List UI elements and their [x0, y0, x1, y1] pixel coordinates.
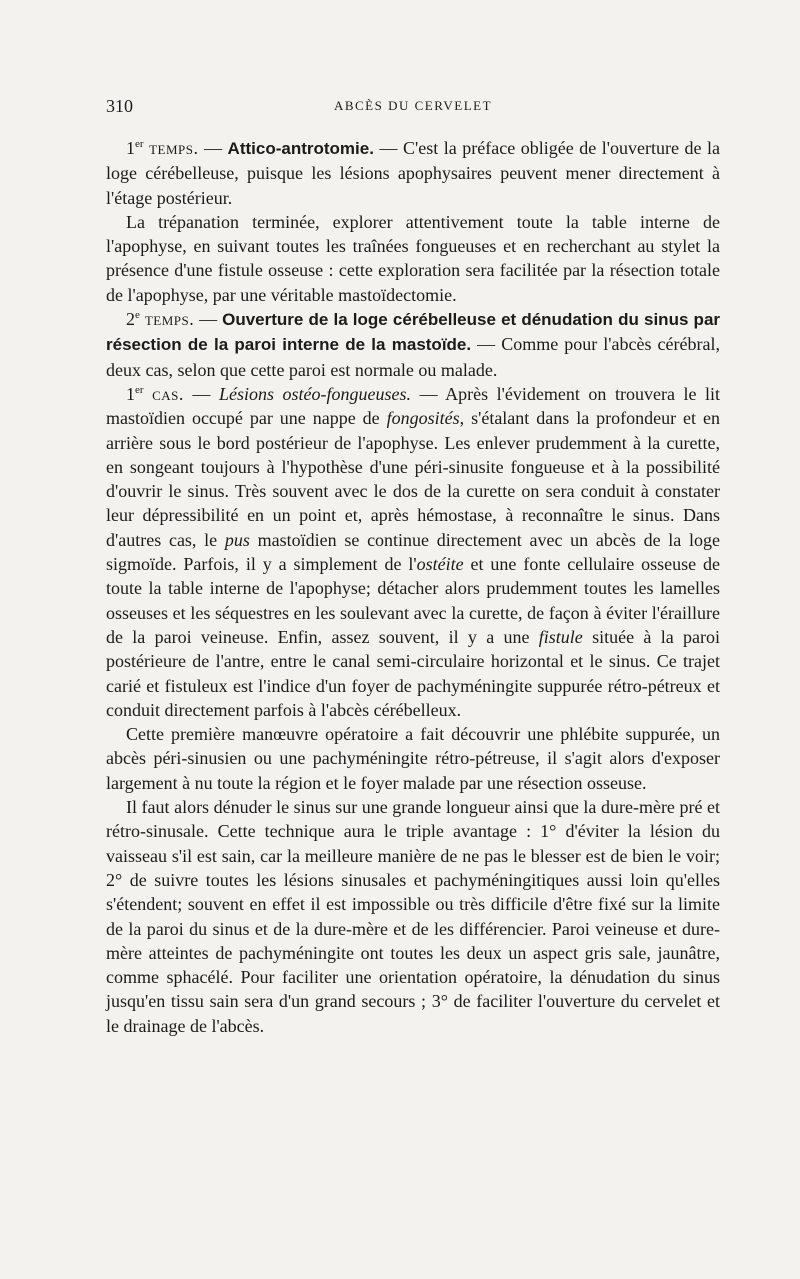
emphasis: fistule: [538, 626, 583, 647]
paragraph-text: — Comme pour l'abcès cérébral, deux cas, selon que cette paroi est normale ou malade.: [106, 334, 720, 380]
paragraph-first-case: [106, 382, 720, 722]
stage-title: Ouverture de la loge cérébelleuse et dénudation du sinus par résection de la paroi interne de la mastoïde.: [106, 310, 721, 355]
running-title: ABCÈS DU CERVELET: [333, 98, 493, 113]
page-number: 310: [106, 96, 133, 116]
page-header: [106, 96, 720, 120]
paragraph-trepanation: [106, 210, 720, 307]
paragraph-text: — C'est la préface obligée de l'ouverture de la loge cérébelleuse, puisque les lésions apophysaires peuvent mener directement à l'étage postérieur.: [106, 138, 721, 208]
paragraph-first-maneuver: [106, 722, 720, 795]
text-run: située à la paroi postérieure de l'antre, entre le canal semi-circulaire horizontal et le sinus. Ce trajet carié et fistuleux est l'indice d'un foyer de pachyméningite suppurée rétro-pétreux et conduit directement parfois à l'abcès cérébelleux.: [106, 626, 720, 720]
emphasis: ostéite: [416, 554, 464, 575]
paragraph-text: La trépanation terminée, explorer attentivement toute la table interne de l'apophyse, en suivant toutes les traînées fongueuses et en recherchant au stylet la présence d'une fistule osseuse : cette exploration sera facilitée par la résection totale de l'apophyse, par une véritable mastoïdectomie.: [106, 211, 720, 305]
paragraph-sinus-denudation: [106, 795, 720, 1038]
stage-ordinal: e: [135, 309, 140, 322]
text-run: mastoïdien se continue directement avec un abcès de la loge sigmoïde. Parfois, il y a simplement de l': [106, 529, 721, 575]
paragraph-first-stage: [106, 136, 720, 210]
stage-label: temps.: [144, 309, 195, 330]
paragraph-text: Il faut alors dénuder le sinus sur une grande longueur ainsi que la dure-mère pré et rétro-sinusale. Cette technique aura le triple avantage : 1° d'éviter la lésion du vaisseau s'il est sain, car la meilleure manière de ne pas le blesser est de bien le voir; 2° de suivre toutes les lésions sinusales et pachyméningitiques aussi loin qu'elles s'étendent; souvent en effet il est impossible ou très difficile d'être fixé sur la limite de la paroi du sinus et de la dure-mère et de les différencier. Paroi veineuse et dure-mère atteintes de pachyméningite ont toutes les deux un aspect gris sale, jaunâtre, comme sphacélé. Pour faciliter une orientation opératoire, la dénudation du sinus jusqu'en tissu sain sera d'un grand secours ; 3° de faciliter l'ouverture du cervelet et le drainage de l'abcès.: [106, 797, 720, 1036]
text-run: — Après l'évidement on trouvera le lit mastoïdien occupé par une nappe de: [106, 383, 721, 429]
case-title: Lésions ostéo-fongueuses.: [218, 383, 412, 404]
stage-dash: —: [198, 138, 228, 158]
body-text: [106, 136, 720, 1038]
stage-label: temps.: [149, 138, 199, 158]
case-label: cas.: [152, 383, 184, 404]
stage-dash: —: [194, 309, 223, 330]
book-page: [106, 96, 720, 1216]
paragraph-second-stage: [106, 307, 720, 382]
stage-title: Attico-antrotomie.: [227, 139, 374, 158]
paragraph-text: Cette première manœuvre opératoire a fait découvrir une phlébite suppurée, un abcès péri-sinusien ou une pachyméningite rétro-pétreuse, il s'agit alors d'exposer largement à nu toute la région et le foyer malade par une résection osseuse.: [106, 724, 720, 793]
stage-ordinal: er: [135, 138, 144, 150]
emphasis: pus: [224, 529, 250, 550]
stage-number: 1: [126, 138, 135, 158]
case-ordinal: er: [135, 383, 144, 396]
text-run: et une fonte cellulaire osseuse de toute la table interne de l'apophyse; détacher alors prudemment toutes les lamelles osseuses et les séquestres en les soulevant avec la curette, de façon à éviter l'éraillure de la paroi veineuse. Enfin, assez souvent, il y a une: [106, 554, 720, 647]
stage-number: 2: [126, 309, 135, 330]
case-number: 1: [126, 383, 135, 404]
emphasis: fongosités: [386, 408, 460, 429]
text-run: , s'étalant dans la profondeur et en arrière sous le bord postérieur de l'apophyse. Les enlever prudemment à la curette, en songeant toujours à l'hypothèse d'une péri-sinusite fongueuse et à la possibilité d'ouvrir le sinus. Très souvent avec le dos de la curette on sera conduit à constater leur dépressibilité en un point et, après hémostase, à reconnaître le sinus. Dans d'autres cas, le: [106, 408, 720, 550]
case-dash: —: [183, 383, 219, 404]
